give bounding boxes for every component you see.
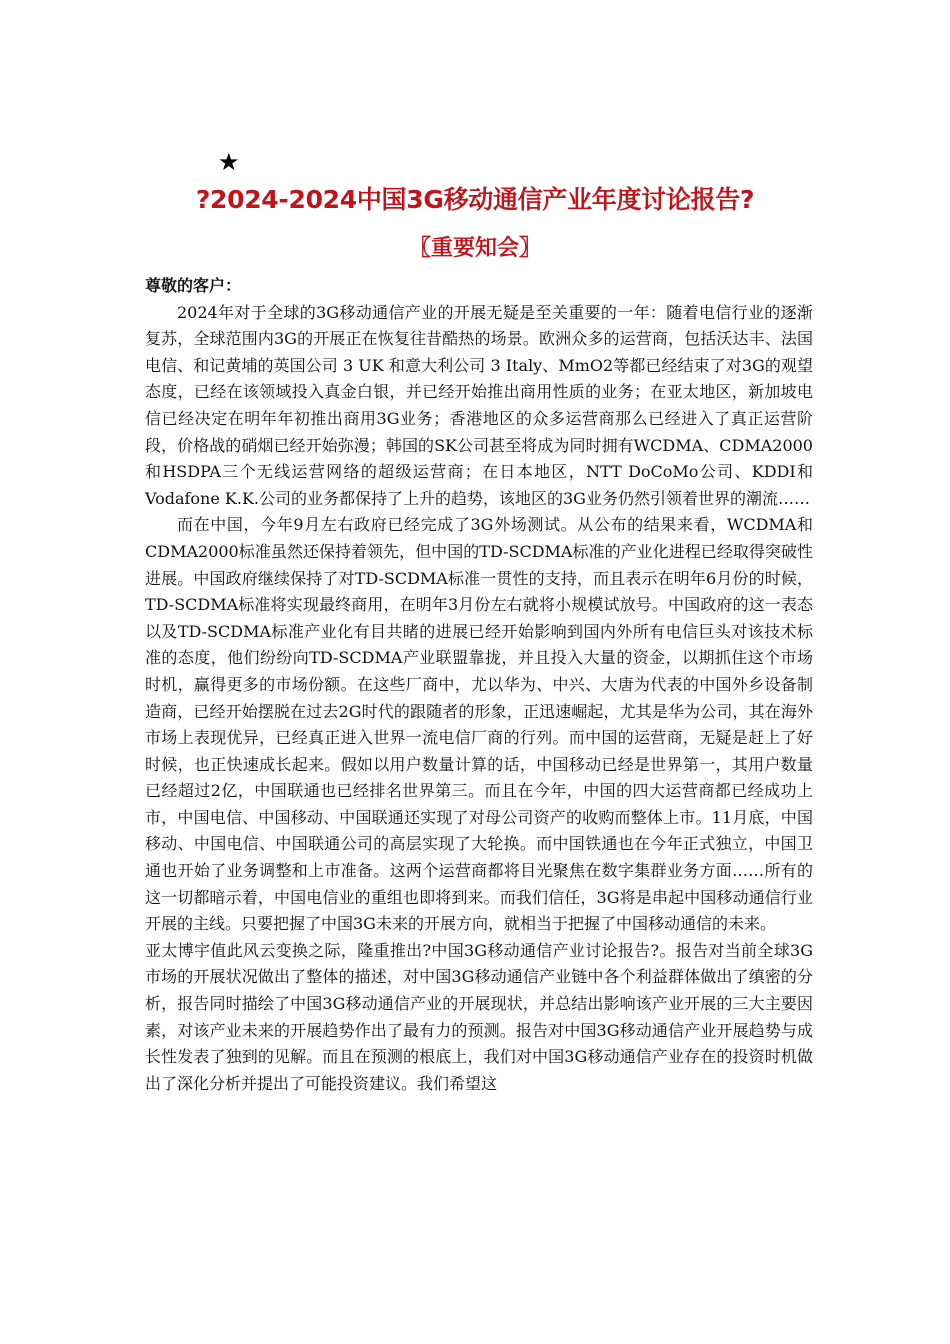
paragraph-3: 亚太博宇值此风云变换之际，隆重推出?中国3G移动通信产业讨论报告?。报告对当前全球3G市场的开展状况做出了整体的描述，对中国3G移动通信产业链中各个利益群体做出了缜密的分析，报告同时描绘了中国3G移动通信产业的开展现状，并总结出影响该产业开展的三大主要因素，对该产业未来的开展趋势作出了最有力的预测。报告对中国3G移动通信产业开展趋势与成长性发表了独到的见解。而且在预测的根底上，我们对中国3G移动通信产业存在的投资时机做出了深化分析并提出了可能投资建议。我们希望这 xyxy=(145,940,813,1093)
document-body xyxy=(145,273,813,1097)
salutation: 尊敬的客户： xyxy=(145,276,242,295)
document-title: ?2024-2024中国3G移动通信产业年度讨论报告? xyxy=(195,185,755,214)
document-subtitle: 〖重要知会〗 xyxy=(408,236,541,261)
paragraph-1: 2024年对于全球的3G移动通信产业的开展无疑是至关重要的一年：随着电信行业的逐渐复苏，全球范围内3G的开展正在恢复往昔酷热的场景。欧洲众多的运营商，包括沃达丰、法国电信、和记黄埔的英国公司 3 UK 和意大利公司 3 Italy、MmO2等都已经结束了对3G的观望态度，已经在该领域投入真金白银，并已经开始推出商用性质的业务；在亚太地区，新加坡电信已经决定在明年年初推出商用3G业务；香港地区的众多运营商那么已经进入了真正运营阶段，价格战的硝烟已经开始弥漫；韩国的SK公司甚至将成为同时拥有WCDMA、CDMA2000和HSDPA三个无线运营网络的超级运营商；在日本地区，NTT DoCoMo公司、KDDI和Vodafone K.K.公司的业务都保持了上升的趋势，该地区的3G业务仍然引领着世界的潮流…… xyxy=(145,302,813,508)
paragraph-2: 而在中国，今年9月左右政府已经完成了3G外场测试。从公布的结果来看，WCDMA和CDMA2000标准虽然还保持着领先，但中国的TD-SCDMA标准的产业化进程已经取得突破性进展。中国政府继续保持了对TD-SCDMA标准一贯性的支持，而且表示在明年6月份的时候，TD-SCDMA标准将实现最终商用，在明年3月份左右就将小规模试放号。中国政府的这一表态以及TD-SCDMA标准产业化有目共睹的进展已经开始影响到国内外所有电信巨头对该技术标准的态度，他们纷纷向TD-SCDMA产业联盟靠拢，并且投入大量的资金，以期抓住这个市场时机，赢得更多的市场份额。在这些厂商中，尤以华为、中兴、大唐为代表的中国外乡设备制造商，已经开始摆脱在过去2G时代的跟随者的形象，正迅速崛起，尤其是华为公司，其在海外市场上表现优异，已经真正进入世界一流电信厂商的行列。而中国的运营商，无疑是赶上了好时候，也正快速成长起来。假如以用户数量计算的话，中国移动已经是世界第一，其用户数量已经超过2亿，中国联通也已经排名世界第三。而且在今年，中国的四大运营商都已经成功上市，中国电信、中国移动、中国联通还实现了对母公司资产的收购而整体上市。11月底，中国移动、中国电信、中国联通公司的高层实现了大轮换。而中国铁通也在今年正式独立，中国卫通也开始了业务调整和上市准备。这两个运营商都将目光聚焦在数字集群业务方面……所有的这一切都暗示着，中国电信业的重组也即将到来。而我们信任，3G将是串起中国移动通信行业开展的主线。只要把握了中国3G未来的开展方向，就相当于把握了中国移动通信的未来。 xyxy=(145,515,813,934)
star-symbol: ★ xyxy=(218,148,240,176)
